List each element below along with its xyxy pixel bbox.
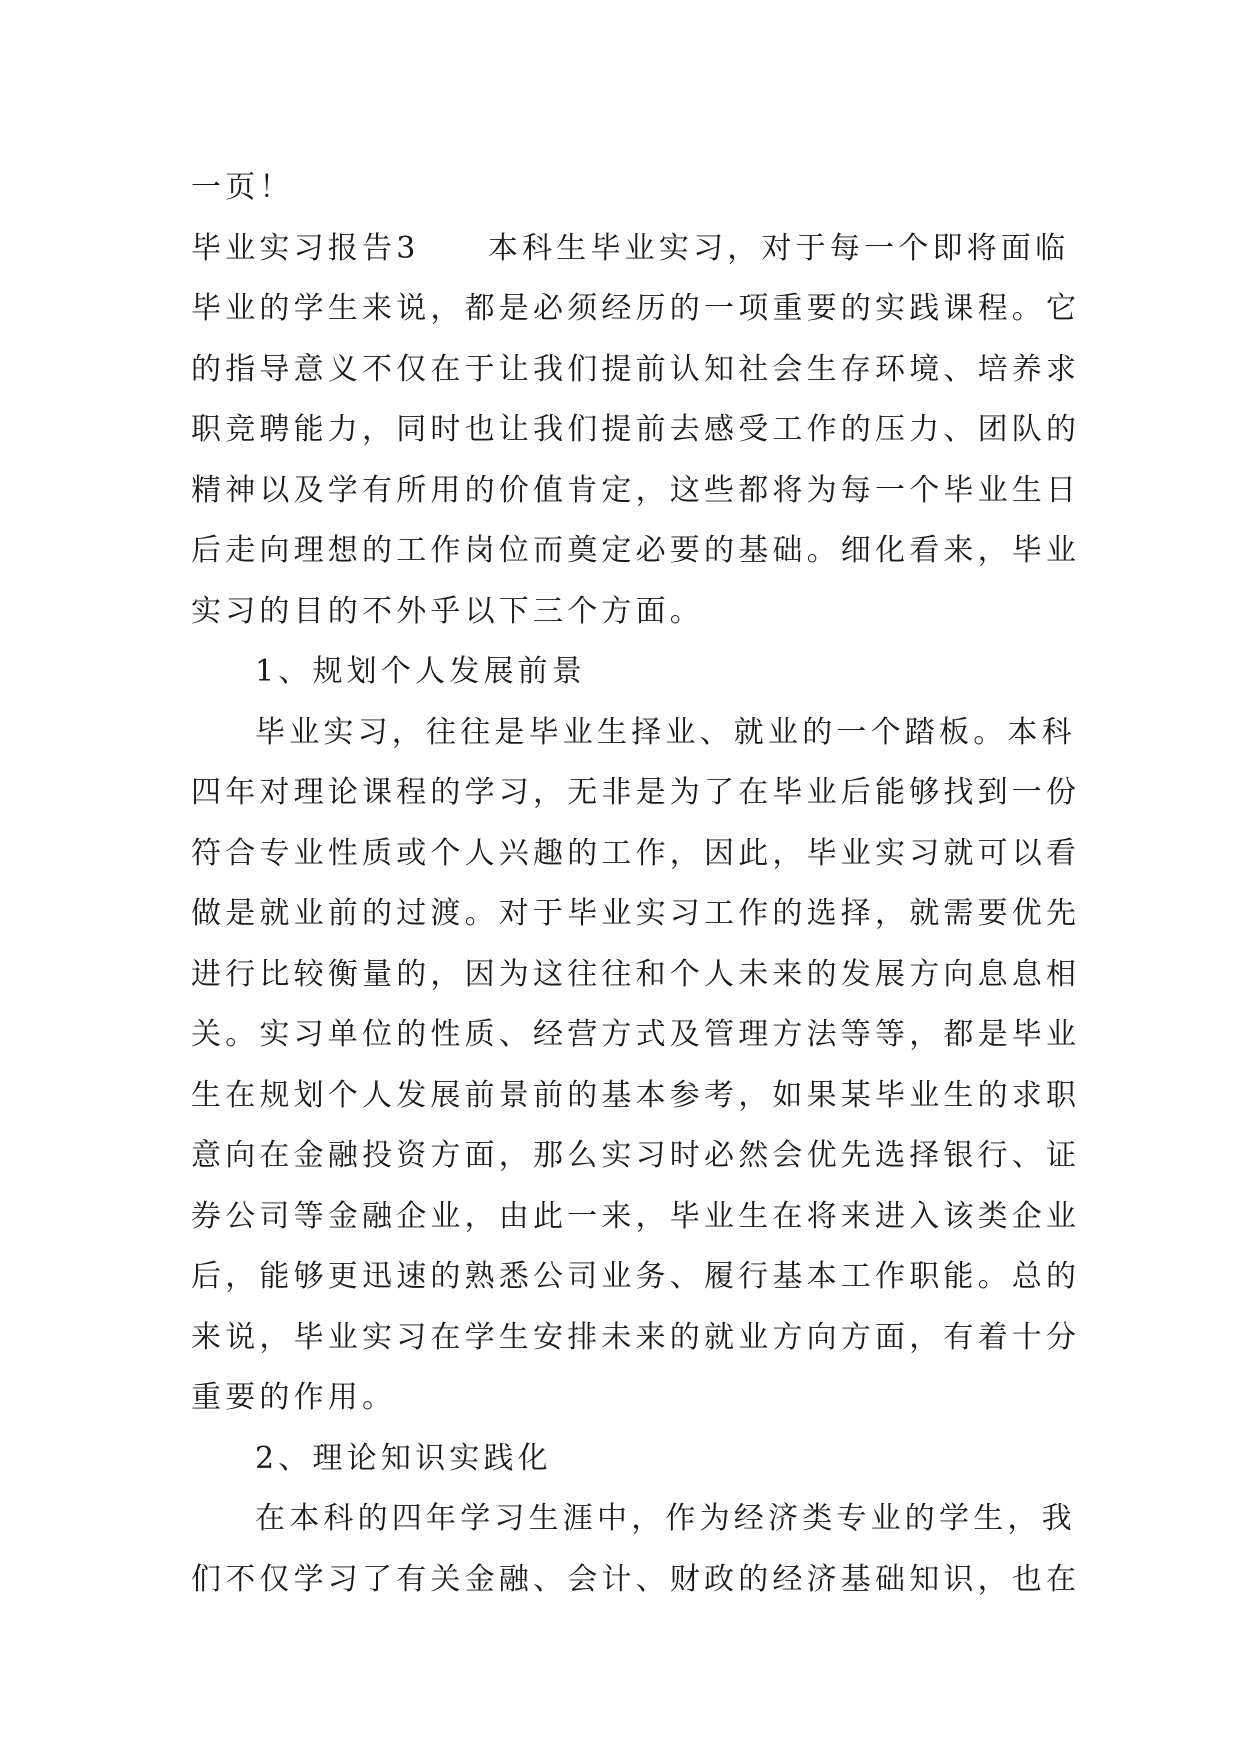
text-line: 生在规划个人发展前景前的基本参考，如果某毕业生的求职 <box>191 1077 1081 1113</box>
text-line: 进行比较衡量的，因为这往往和个人未来的发展方向息息相 <box>191 956 1081 992</box>
text-line: 毕业的学生来说，都是必须经历的一项重要的实践课程。它 <box>191 291 1081 326</box>
text-line: 来说，毕业实习在学生安排未来的就业方向方面，有着十分 <box>191 1319 1081 1355</box>
text-line: 毕业实习报告3 本科生毕业实习，对于每一个即将面临 <box>191 230 1070 266</box>
text-line: 实习的目的不外乎以下三个方面。 <box>191 593 704 629</box>
section-heading: 2、理论知识实践化 <box>255 1440 552 1476</box>
text-line: 职竞聘能力，同时也让我们提前去感受工作的压力、团队的 <box>191 412 1081 447</box>
text-line: 的指导意义不仅在于让我们提前认知社会生存环境、培养求 <box>191 351 1081 387</box>
text-line: 后走向理想的工作岗位而奠定必要的基础。细化看来，毕业 <box>191 533 1081 568</box>
text-line: 在本科的四年学习生涯中，作为经济类专业的学生，我 <box>255 1501 1076 1536</box>
text-line: 券公司等金融企业，由此一来，毕业生在将来进入该类企业 <box>191 1198 1081 1234</box>
text-line: 四年对理论课程的学习，无非是为了在毕业后能够找到一份 <box>191 775 1081 810</box>
text-line: 后，能够更迅速的熟悉公司业务、履行基本工作职能。总的 <box>191 1259 1081 1294</box>
text-line: 一页！ <box>191 170 294 205</box>
text-line: 意向在金融投资方面，那么实习时必然会优先选择银行、证 <box>191 1138 1081 1173</box>
text-line: 毕业实习，往往是毕业生择业、就业的一个踏板。本科 <box>255 714 1076 750</box>
document-body <box>191 158 1081 1610</box>
text-line: 重要的作用。 <box>191 1380 397 1415</box>
section-heading: 1、规划个人发展前景 <box>255 654 587 689</box>
text-line: 符合专业性质或个人兴趣的工作，因此，毕业实习就可以看 <box>191 835 1081 871</box>
text-line: 关。实习单位的性质、经营方式及管理方法等等，都是毕业 <box>191 1017 1081 1052</box>
text-line: 做是就业前的过渡。对于毕业实习工作的选择，就需要优先 <box>191 896 1081 931</box>
text-line: 精神以及学有所用的价值肯定，这些都将为每一个毕业生日 <box>191 472 1081 508</box>
text-line: 们不仅学习了有关金融、会计、财政的经济基础知识，也在 <box>191 1561 1081 1597</box>
